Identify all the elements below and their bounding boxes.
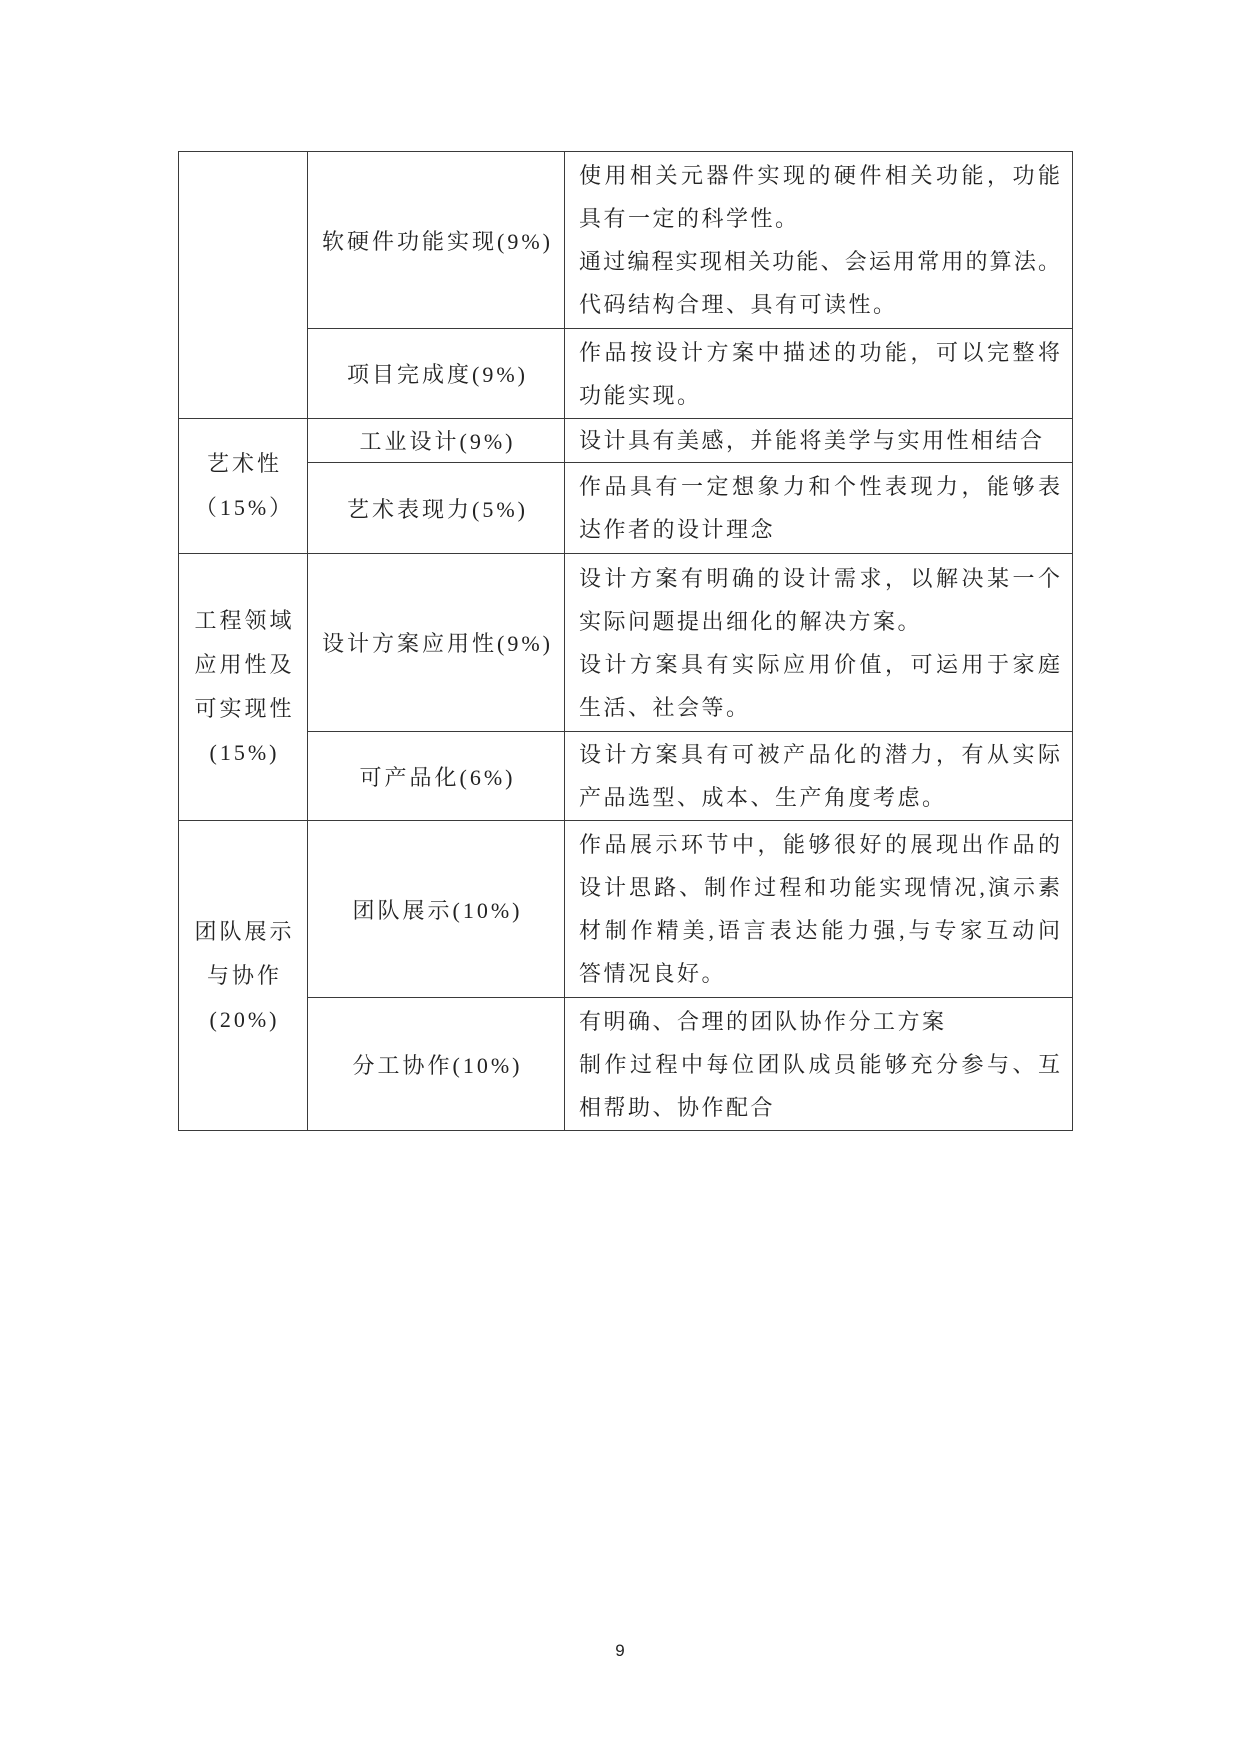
description-line: 设计方案具有实际应用价值，可运用于家庭 <box>579 651 1060 677</box>
description-line: 设计具有美感，并能将美学与实用性相结合 <box>579 428 1045 453</box>
category-line: 与协作 <box>206 962 282 988</box>
criterion-cell <box>308 419 565 463</box>
description-line: 功能实现。 <box>579 382 702 408</box>
category-line: 可实现性 <box>194 696 295 721</box>
description-line: 作品展示环节中，能够很好的展现出作品的 <box>579 832 1060 857</box>
criterion-label: 工业设计(9%) <box>359 429 516 454</box>
category-cell <box>179 821 308 1131</box>
description-paragraph <box>579 1000 1060 1043</box>
description-line: 制作过程中每位团队成员能够充分参与、互 <box>579 1051 1060 1077</box>
criterion-cell <box>308 998 565 1131</box>
description-paragraph <box>579 823 1060 995</box>
description-line: 生活、社会等。 <box>579 694 751 720</box>
criterion-label: 项目完成度(9%) <box>347 362 528 387</box>
description-cell <box>565 463 1073 554</box>
description-cell <box>565 821 1073 998</box>
description-line: 设计方案有明确的设计需求，以解决某一个 <box>579 565 1060 591</box>
category-cell <box>179 554 308 821</box>
description-line: 相帮助、协作配合 <box>579 1094 776 1120</box>
criterion-label: 团队展示(10%) <box>352 897 523 923</box>
description-cell <box>565 329 1073 419</box>
criterion-cell <box>308 463 565 554</box>
description-line: 材制作精美,语言表达能力强,与专家互动问 <box>579 918 1060 943</box>
description-line: 作品按设计方案中描述的功能，可以完整将 <box>579 339 1060 365</box>
description-paragraph <box>579 557 1060 643</box>
description-paragraph <box>579 643 1060 729</box>
description-line: 设计方案具有可被产品化的潜力，有从实际 <box>579 742 1060 767</box>
criterion-label: 艺术表现力(5%) <box>347 496 528 522</box>
category-line: 应用性及 <box>194 652 295 677</box>
description-line: 答情况良好。 <box>579 961 727 986</box>
description-line: 有明确、合理的团队协作分工方案 <box>579 1008 947 1034</box>
description-line: 实际问题提出细化的解决方案。 <box>579 608 923 634</box>
criterion-cell <box>308 554 565 732</box>
description-line: 代码结构合理、具有可读性。 <box>579 292 898 317</box>
category-cell <box>179 419 308 554</box>
description-paragraph <box>579 154 1060 240</box>
description-paragraph <box>579 419 1060 462</box>
category-line: （15%） <box>194 495 295 520</box>
description-line: 作品具有一定想象力和个性表现力，能够表 <box>579 474 1060 499</box>
description-line: 产品选型、成本、生产角度考虑。 <box>579 785 947 810</box>
category-line: 艺术性 <box>206 451 282 476</box>
description-paragraph <box>579 240 1060 326</box>
criterion-cell <box>308 152 565 329</box>
description-cell <box>565 554 1073 732</box>
description-paragraph <box>579 465 1060 551</box>
category-line: 工程领域 <box>194 608 295 633</box>
description-cell <box>565 732 1073 821</box>
category-cell <box>179 152 308 419</box>
category-line: 团队展示 <box>194 918 295 944</box>
criterion-label: 设计方案应用性(9%) <box>322 631 553 656</box>
category-line: (20%) <box>209 1006 280 1032</box>
criterion-label: 可产品化(6%) <box>359 764 516 790</box>
criterion-label: 软硬件功能实现(9%) <box>322 228 553 254</box>
description-cell <box>565 998 1073 1131</box>
description-paragraph <box>579 733 1060 819</box>
description-line: 设计思路、制作过程和功能实现情况,演示素 <box>579 875 1060 900</box>
description-cell <box>565 419 1073 463</box>
description-line: 具有一定的科学性。 <box>579 206 800 231</box>
description-paragraph <box>579 331 1060 417</box>
page-number: 9 <box>615 1641 625 1660</box>
description-line: 通过编程实现相关功能、会运用常用的算法。 <box>579 249 1060 274</box>
criterion-cell <box>308 821 565 998</box>
criterion-cell <box>308 329 565 419</box>
category-line: (15%) <box>209 740 280 765</box>
description-line: 达作者的设计理念 <box>579 517 776 542</box>
evaluation-table <box>178 151 1073 1131</box>
description-paragraph <box>579 1043 1060 1129</box>
description-cell <box>565 152 1073 329</box>
description-line: 使用相关元器件实现的硬件相关功能，功能 <box>579 163 1060 188</box>
criterion-cell <box>308 732 565 821</box>
criterion-label: 分工协作(10%) <box>352 1052 523 1078</box>
